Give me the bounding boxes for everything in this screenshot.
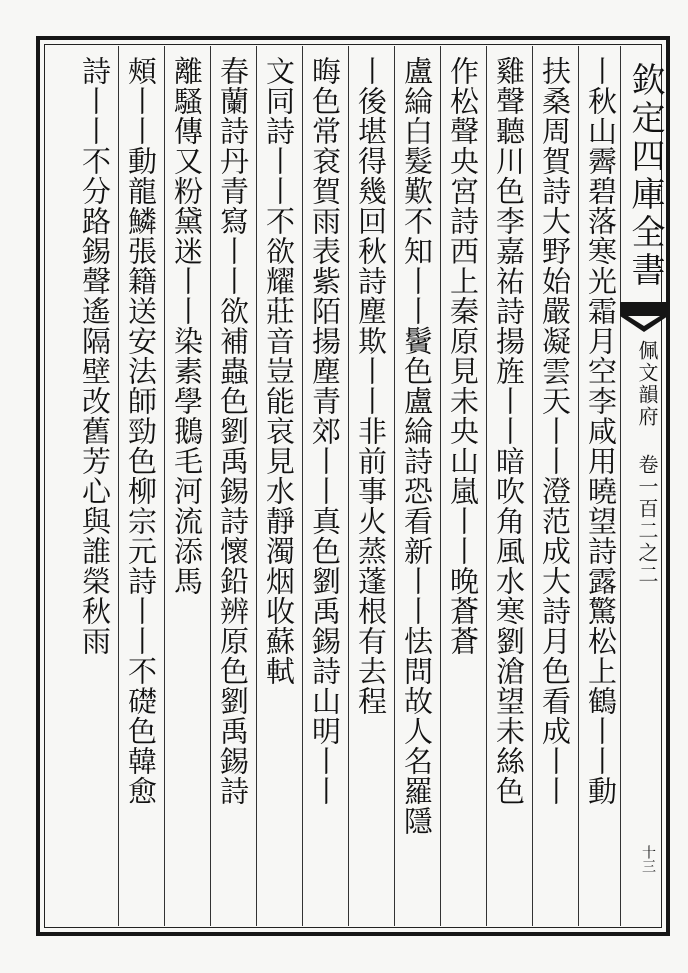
text-column-11: 頰丨丨動龍鱗張籍送安法師勁色柳宗元詩丨丨不礎色韓愈 [124,56,158,806]
text-column-2: 扶桑周賀詩大野始嚴凝雲天丨丨澄范成大詩月色看成丨丨 [538,56,572,806]
text-column-3: 雞聲聽川色李嘉祐詩揚旌丨丨暗吹角風水寒劉滄望未絲色 [492,56,526,806]
text-column-10: 離騷傳又粉黛迷丨丨染素學鵝毛河流添馬 [170,56,204,596]
text-column-1: 丨秋山霽碧落寒光霜月空李咸用曉望詩露驚松上鶴丨丨動 [584,56,618,806]
text-column-8: 文同詩丨丨不欲耀莊音豈能哀見水靜濁烟收蘇軾 [262,56,296,686]
book-title: 欽定四庫全書 [625,62,665,290]
text-column-6: 丨後堪得幾回秋詩塵欺丨丨非前事火蒸蓬根有去程 [354,56,388,716]
text-column-5: 盧綸白髮歎不知丨丨鬢色盧綸詩恐看新丨丨怯問故人名羅隱 [400,56,434,836]
fishtail-ornament [620,302,668,334]
text-column-9: 春蘭詩丹青寫丨丨欲補蟲色劉禹錫詩懷鉛辨原色劉禹錫詩 [216,56,250,806]
text-column-12: 詩丨丨不分路錫聲遙隔壁改舊芳心與誰榮秋雨 [78,56,112,656]
chapter-label: 佩文韻府 卷一百二之二 [635,340,659,586]
text-column-7: 晦色常袞賀雨表紫陌揚塵青郊丨丨真色劉禹錫詩山明丨丨 [308,56,342,806]
text-column-4: 作松聲央宮詩西上秦原見未央山嵐丨丨晚蒼蒼 [446,56,480,656]
folio-number: 十三 [640,845,656,873]
